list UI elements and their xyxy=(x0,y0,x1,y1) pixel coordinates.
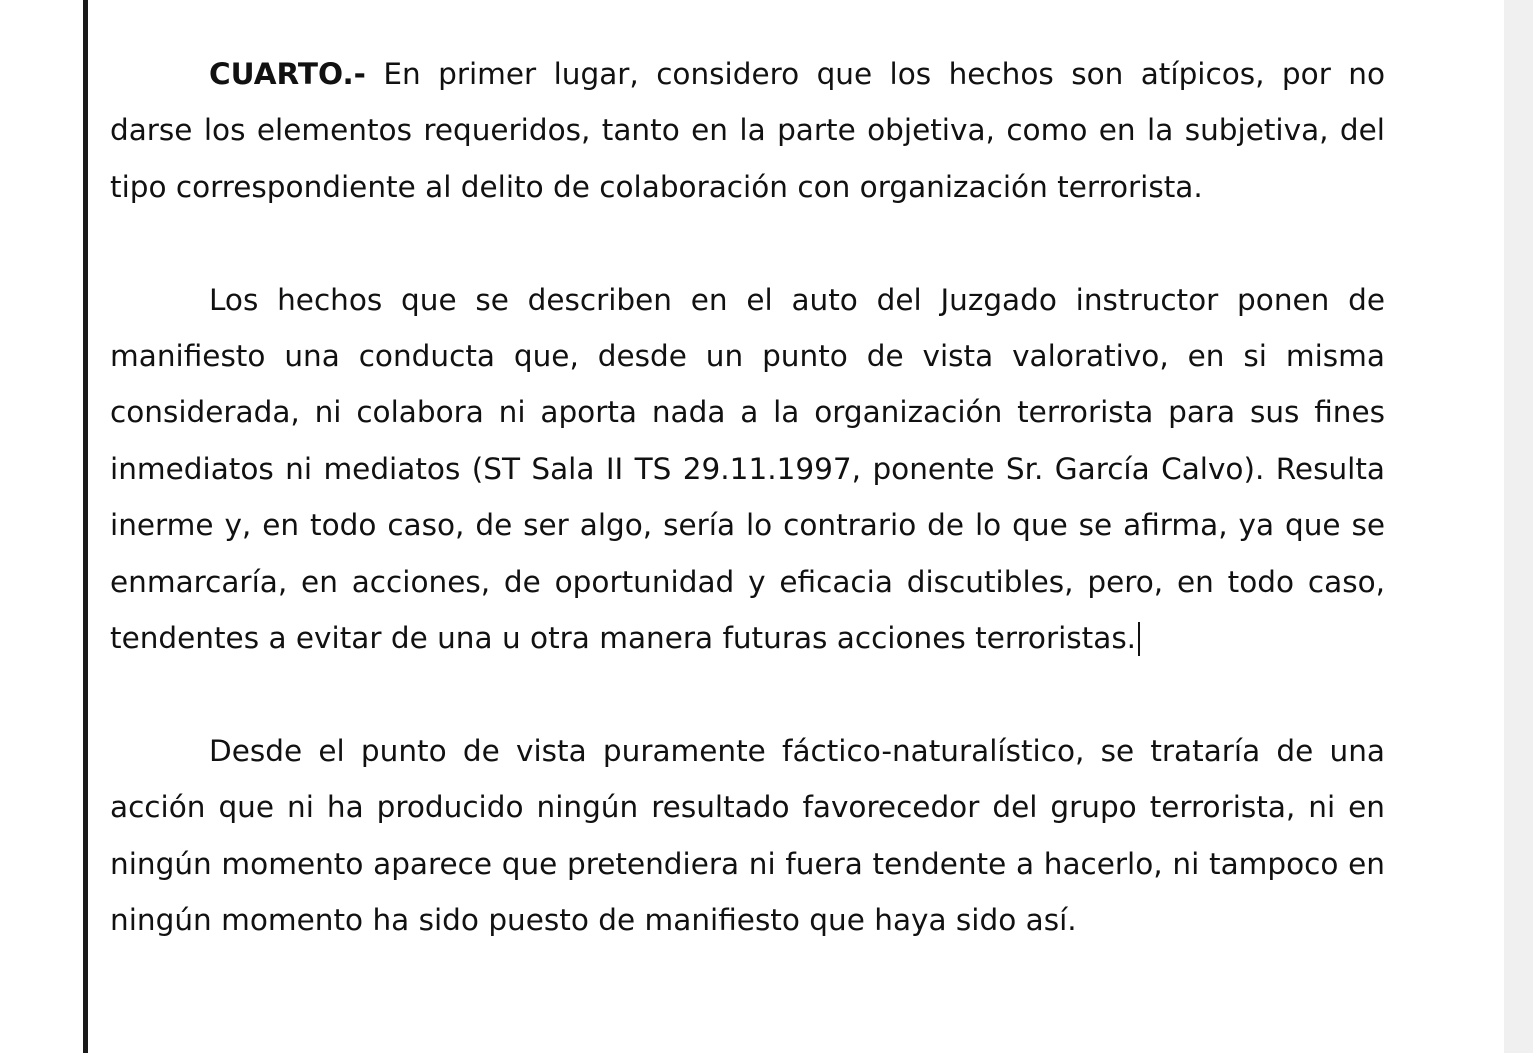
paragraph-hechos[interactable] xyxy=(110,272,1385,667)
right-gutter xyxy=(1504,0,1533,1053)
section-heading: CUARTO.- xyxy=(209,57,366,91)
paragraph-text: Desde el punto de vista puramente fáctico-naturalístico, se trataría de una acción que ni ha producido ningún resultado favorecedor del grupo terrorista, ni en ningún momento aparece que pretendiera ni fuera tendente a hacerlo, ni tampoco en ningún momento ha sido puesto de manifiesto que haya sido así. xyxy=(110,733,1385,938)
paragraph-factico[interactable] xyxy=(110,723,1385,949)
document-page[interactable] xyxy=(110,46,1385,1005)
paragraph-cuarto[interactable] xyxy=(110,46,1385,215)
paragraph-text: Los hechos que se describen en el auto del Juzgado instructor ponen de manifiesto una conducta que, desde un punto de vista valorativo, en si misma considerada, ni colabora ni aporta nada a la organización terrorista para sus fines inmediatos ni mediatos (ST Sala II TS 29.11.1997, ponente Sr. García Calvo). Resulta inerme y, en todo caso, de ser algo, sería lo contrario de lo que se afirma, ya que se enmarcaría, en acciones, de oportunidad y eficacia discutibles, pero, en todo caso, tendentes a evitar de una u otra manera futuras acciones terroristas. xyxy=(110,282,1385,656)
paragraph-text: En primer lugar, considero que los hechos son atípicos, por no darse los elementos requeridos, tanto en la parte objetiva, como en la subjetiva, del tipo correspondiente al delito de colaboración con organización terrorista. xyxy=(110,57,1385,204)
page-left-border xyxy=(83,0,88,1053)
text-cursor xyxy=(1138,622,1140,656)
